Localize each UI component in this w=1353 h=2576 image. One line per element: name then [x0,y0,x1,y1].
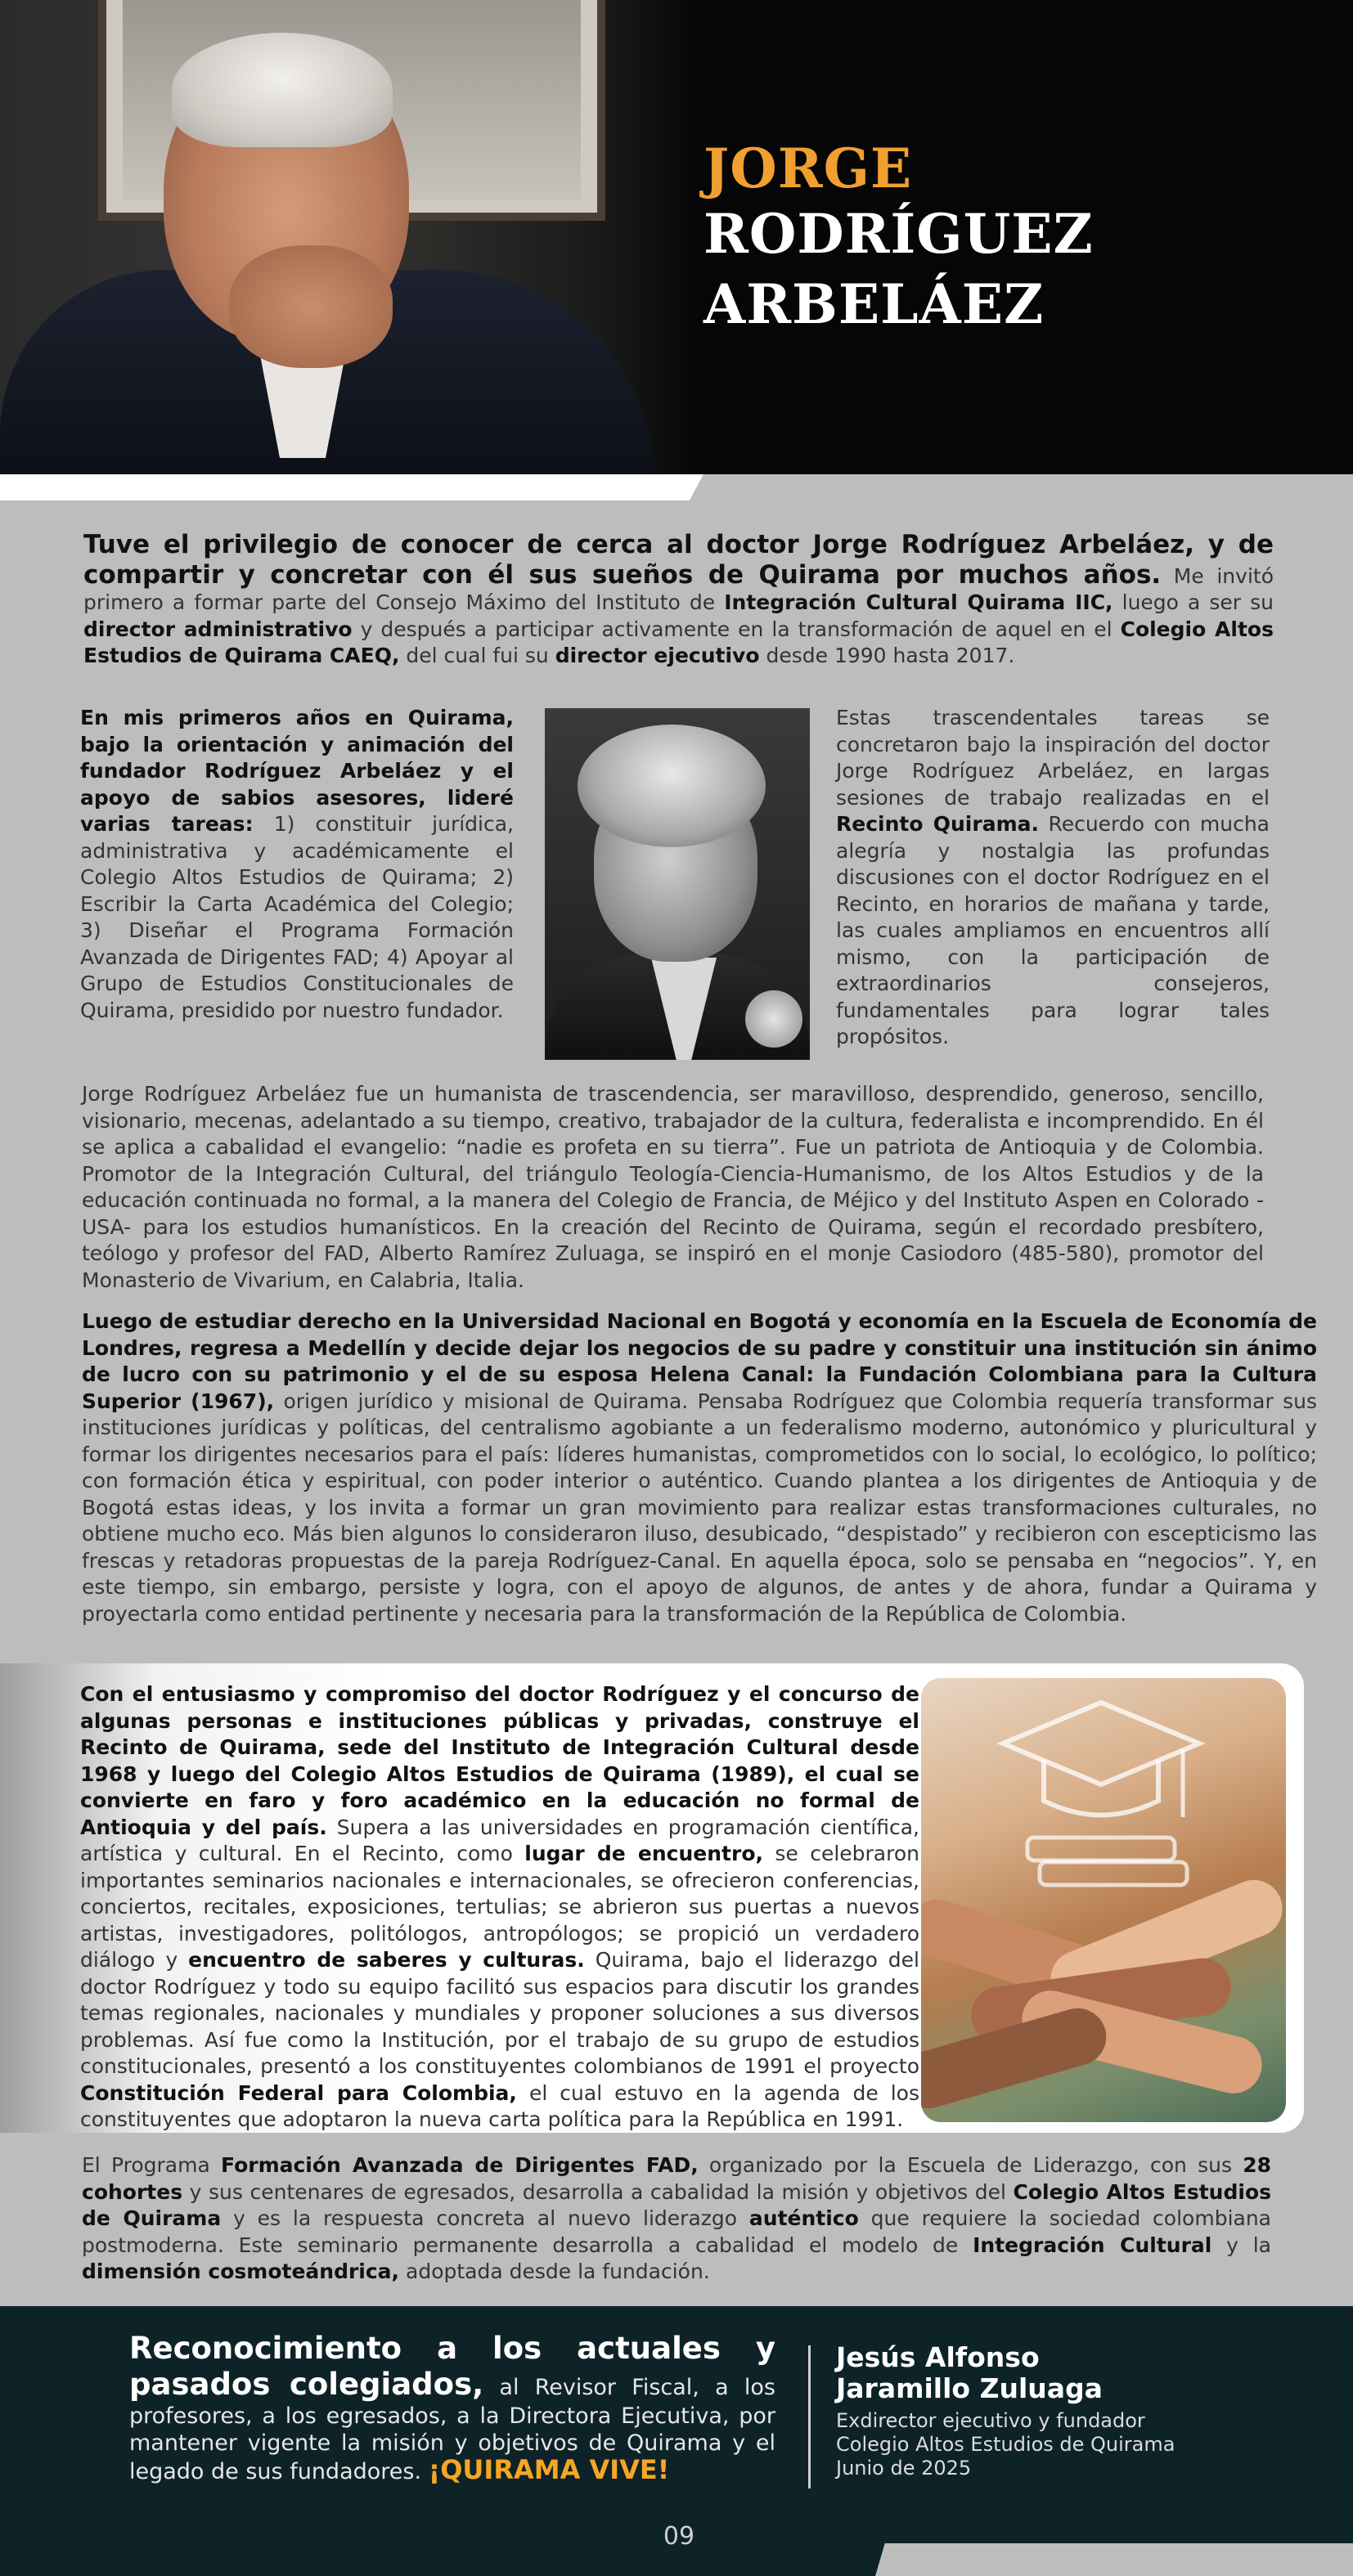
panel-text: se celebraron importantes seminarios nacionales e internacionales, se ofrecieron conferencias, conciertos, recitales, exposiciones, tertulias; se abrieron sus puertas a nuevos artistas, investigadores, politólogos, antropólogos; se propició un verdadero diálogo y [80,1842,919,1972]
panel-paragraph [80,1681,919,2134]
portrait-hand [229,245,393,368]
intro-text: luego a ser su [1113,590,1274,614]
history-paragraph [82,1308,1317,1627]
acknowledgement-text: al Revisor Fiscal, a los profesores, a los egresados, a la Directora Ejecutiva, por mantener vigente la misión y objetivos de Quirama y el legado de sus fundadores. [129,2375,775,2484]
panel-text: Quirama, bajo el liderazgo del doctor Rodríguez y todo su equipo facilitó sus espacios para discutir los grandes temas regionales, nacionales y mundiales y proponer soluciones a sus diversos problemas. Así fue como la Institución, por el trabajo de su grupo de estudios constitucionales, presentó a los constituyentes colombianos de 1991 el proyecto [80,1948,919,2078]
fad-bold: Formación Avanzada de Dirigentes FAD, [221,2153,699,2177]
author-name: Jesús Alfonso Jaramillo Zuluaga [836,2341,1103,2404]
intro-bold: Colegio Altos Estudios de Quirama CAEQ, [83,617,1274,667]
fad-text: y es la respuesta concreta al nuevo liderazgo [221,2206,749,2230]
photo-hair [578,725,766,847]
fad-bold: Colegio Altos Estudios de Quirama [82,2179,1272,2230]
hero-banner [0,0,1353,474]
intro-bold: director administrativo [83,617,353,641]
slogan: ¡QUIRAMA VIVE! [428,2454,670,2485]
page-number: 09 [663,2522,695,2551]
right-column-text: Estas trascendentales tareas se concretaron bajo la inspiración del doctor Jorge Rodríguez Arbeláez, en largas sesiones de trabajo realizadas en el [836,706,1270,810]
panel-bold: lugar de encuentro, [524,1842,763,1865]
left-column-paragraph [80,705,514,1024]
left-column-text: 1) constituir jurídica, administrativa y académicamente el Colegio Altos Estudios de Quirama; 2) Escribir la Carta Académica del Colegio; 3) Diseñar el Programa Formación Avanzada de Dirigentes FAD; 4) Apoyar al Grupo de Estudios Constitucionales de Quirama, presidido por nuestro fundador. [80,812,514,1022]
fad-bold: 28 cohortes [82,2153,1271,2204]
title-surname-2: ARBELÁEZ [703,272,1045,336]
intro-text: Me invitó primero a formar parte del Consejo Máximo del Instituto de [83,563,1274,614]
portrait-photo [0,0,703,474]
intro-paragraph [83,530,1274,670]
author-institution: Colegio Altos Estudios de Quirama [836,2433,1175,2456]
fad-text: y la [1211,2233,1271,2257]
panel-bold: encuentro de saberes y culturas. [188,1948,585,1972]
history-text: origen jurídico y misional de Quirama. Pensaba Rodríguez que Colombia requería transformar sus instituciones jurídicas y políticas, del centralismo agobiante a un federalismo moderno, autonómico y pluricultural y formar los dirigentes necesarios para el país: líderes humanistas, comprometidos con lo social, lo ecológico, lo político; con formación ética y espiritual, con poder interior o auténtico. Cuando plantea a los dirigentes de Antioquia y de Bogotá estas ideas, y los invita a formar un gran movimiento para realizar estas transformaciones culturales, no obtiene mucho eco. Más bien algunos lo consideraron iluso, desubicado, “despistado” y recibieron con escepticismo las frescas y retadoras propuestas de la pareja Rodríguez-Canal. En aquella época, solo se pensaba en “negocios”. Y, en este tiempo, sin embargo, persiste y logra, con el apoyo de algunos, de antes y de ahora, fundar a Quirama y proyectarla como entidad pertinente y necesaria para la transformación de la República de Colombia. [82,1389,1317,1626]
right-column-paragraph [836,705,1270,1051]
history-bold: Luego de estudiar derecho en la Universidad Nacional en Bogotá y economía en la Escuela de Economía de Londres, regresa a Medellín y decide dejar los negocios de su padre y constituir una institución sin ánimo de lucro con su patrimonio y el de su esposa Helena Canal: la Fundación Colombiana para la Cultura Superior (1967), [82,1309,1317,1413]
panel-text: Supera a las universidades en programación científica, artística y cultural. En el Recinto, como [80,1815,920,1865]
intro-text: y después a participar activamente en la transformación de aquel en el [352,617,1121,641]
hands-together-photo [921,1678,1286,2122]
panel-bold: Con el entusiasmo y compromiso del doctor Rodríguez y el concurso de algunas personas e instituciones públicas y privadas, construye el Recinto de Quirama, sede del Instituto de Integración Cultural desde 1968 y luego del Colegio Altos Estudios de Quirama (1989), el cual se convierte en faro y foro académico en la educación no formal de Antioquia y del país. [80,1682,919,1839]
fad-text: que requiere la sociedad colombiana postmoderna. Este seminario permanente desarrolla a cabalidad el modelo de [82,2206,1271,2257]
portrait-hair [172,33,393,147]
panel-text: el cual estuvo en la agenda de los constituyentes que adoptaron la nueva carta política para la República en 1991. [80,2080,920,2131]
right-column-bold: Recinto Quirama. [836,812,1039,836]
fad-text: El Programa [82,2153,221,2177]
intro-lead: Tuve el privilegio de conocer de cerca al doctor Jorge Rodríguez Arbeláez, y de compartir y concretar con él sus sueños de Quirama por muchos años. [83,530,1274,590]
fad-text: y sus centenares de egresados, desarrolla a cabalidad la misión y objetivos del [182,2179,1014,2204]
fad-text: organizado por la Escuela de Liderazgo, con sus [698,2153,1243,2177]
intro-bold: director ejecutivo [555,644,760,667]
fad-text: adoptada desde la fundación. [399,2260,710,2283]
acknowledgement-paragraph [129,2331,775,2485]
footer-divider [808,2345,811,2488]
author-date: Junio de 2025 [836,2457,972,2480]
biography-paragraph: Jorge Rodríguez Arbeláez fue un humanista de trascendencia, ser maravilloso, desprendido, generoso, sencillo, visionario, mecenas, adelantado a su tiempo, creativo, trabajador de la cultura, federalista e incomprendido. En él se aplica a cabalidad el evangelio: “nadie es profeta en su tierra”. Fue un patriota de Antioquia y de Colombia. Promotor de la Integración Cultural, del triángulo Teología-Ciencia-Humanismo, de los Altos Estudios y de la educación continuada no formal, a la manera del Colegio de Francia, de Méjico y del Instituto Aspen en Colorado -USA- para los estudios humanísticos. En la creación del Recinto de Quirama, según el recordado presbítero, teólogo y profesor del FAD, Alberto Ramírez Zuluaga, se inspiró en el monje Casiodoro (485-580), promotor del Monasterio de Vivarium, en Calabria, Italia. [82,1082,1264,1292]
right-column-text: Recuerdo con mucha alegría y nostalgia las profundas discusiones con el doctor Rodríguez en el Recinto, en horarios de mañana y tarde, las cuales ampliamos en encuentros allí mismo, con la participación de extraordinarios consejeros, fundamentales para lograr tales propósitos. [836,812,1270,1048]
panel-bold: Constitución Federal para Colombia, [80,2080,517,2105]
fad-bold: Integración Cultural [973,2233,1212,2257]
left-column-bold: En mis primeros años en Quirama, bajo la orientación y animación del fundador Rodríguez Arbeláez y el apoyo de sabios asesores, lideré varias tareas: [80,706,514,836]
intro-text: del cual fui su [399,644,555,667]
intro-bold: Integración Cultural Quirama IIC, [724,590,1113,614]
author-role: Exdirector ejecutivo y fundador [836,2409,1145,2432]
title-surname-1: RODRÍGUEZ [703,202,1094,266]
fad-paragraph [82,2152,1271,2286]
title-first-name: JORGE [703,137,913,200]
acknowledgement-heading: Reconocimiento a los actuales y pasados colegiados, [129,2331,775,2402]
decorative-band [0,474,703,500]
bw-portrait-photo [545,708,810,1060]
graduation-cap-icon [995,1694,1207,1899]
fad-bold: auténtico [748,2206,859,2230]
intro-text: desde 1990 hasta 2017. [759,644,1015,667]
footer-decorative-band [875,2543,1353,2576]
microphone-icon [745,990,802,1048]
fad-bold: dimensión cosmoteándrica, [82,2260,400,2283]
